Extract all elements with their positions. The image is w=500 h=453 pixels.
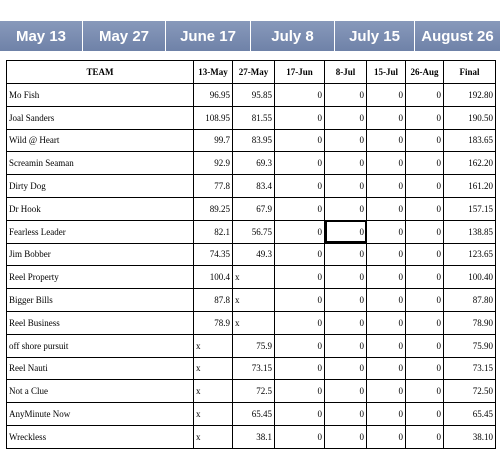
team-name-cell[interactable]: Jim Bobber xyxy=(7,243,194,266)
score-cell[interactable]: 0 xyxy=(367,334,406,357)
team-name-cell[interactable]: Reel Business xyxy=(7,311,194,334)
score-cell[interactable]: 0 xyxy=(325,334,367,357)
score-cell[interactable]: 56.75 xyxy=(233,220,275,243)
column-header: 26-Aug xyxy=(406,61,444,84)
table-row xyxy=(7,175,496,198)
table-row xyxy=(7,425,496,448)
score-cell[interactable]: 0 xyxy=(406,220,444,243)
score-cell[interactable]: x xyxy=(194,357,233,380)
score-cell[interactable]: 69.3 xyxy=(233,152,275,175)
score-cell[interactable]: 83.4 xyxy=(233,175,275,198)
score-cell[interactable]: 0 xyxy=(325,289,367,312)
score-cell[interactable]: 0 xyxy=(275,84,325,107)
score-cell[interactable]: 0 xyxy=(275,220,325,243)
table-row xyxy=(7,289,496,312)
score-cell[interactable]: 0 xyxy=(275,197,325,220)
score-cell[interactable]: 0 xyxy=(325,380,367,403)
tab-july-8[interactable]: July 8 xyxy=(251,21,335,51)
team-name-cell[interactable]: Reel Property xyxy=(7,266,194,289)
column-header: Final xyxy=(444,61,496,84)
score-cell[interactable]: 0 xyxy=(367,220,406,243)
table-row xyxy=(7,380,496,403)
score-cell[interactable]: 74.35 xyxy=(194,243,233,266)
score-cell[interactable]: 73.15 xyxy=(233,357,275,380)
team-name-cell[interactable]: Bigger Bills xyxy=(7,289,194,312)
table-row xyxy=(7,243,496,266)
score-cell[interactable]: 0 xyxy=(367,129,406,152)
score-cell[interactable]: 0 xyxy=(367,175,406,198)
score-cell[interactable]: 0 xyxy=(367,106,406,129)
table-row xyxy=(7,197,496,220)
score-cell[interactable]: 0 xyxy=(325,220,367,243)
score-cell[interactable]: 0 xyxy=(275,129,325,152)
score-cell[interactable]: 190.50 xyxy=(444,106,496,129)
score-cell[interactable]: 0 xyxy=(275,380,325,403)
score-cell[interactable]: 138.85 xyxy=(444,220,496,243)
score-cell[interactable]: 73.15 xyxy=(444,357,496,380)
score-cell[interactable]: 162.20 xyxy=(444,152,496,175)
team-name-cell[interactable]: off shore pursuit xyxy=(7,334,194,357)
score-cell[interactable]: 108.95 xyxy=(194,106,233,129)
column-header: 13-May xyxy=(194,61,233,84)
score-cell[interactable]: 0 xyxy=(325,311,367,334)
score-cell[interactable]: 0 xyxy=(367,266,406,289)
table-row xyxy=(7,84,496,107)
score-cell[interactable]: 38.1 xyxy=(233,425,275,448)
score-cell[interactable]: 0 xyxy=(406,106,444,129)
column-header: 8-Jul xyxy=(325,61,367,84)
score-cell[interactable]: 0 xyxy=(275,357,325,380)
score-cell[interactable]: 0 xyxy=(406,266,444,289)
score-cell[interactable]: 0 xyxy=(406,152,444,175)
score-cell[interactable]: 0 xyxy=(406,357,444,380)
table-row xyxy=(7,266,496,289)
score-cell[interactable]: 0 xyxy=(367,84,406,107)
score-cell[interactable]: 0 xyxy=(325,152,367,175)
score-cell[interactable]: 0 xyxy=(406,380,444,403)
tab-may-27[interactable]: May 27 xyxy=(83,21,166,51)
team-name-cell[interactable]: Reel Nauti xyxy=(7,357,194,380)
score-cell[interactable]: 123.65 xyxy=(444,243,496,266)
score-cell[interactable]: 38.10 xyxy=(444,425,496,448)
score-cell[interactable]: 0 xyxy=(325,197,367,220)
team-name-cell[interactable]: Screamin Seaman xyxy=(7,152,194,175)
score-cell[interactable]: 0 xyxy=(325,266,367,289)
score-cell[interactable]: 0 xyxy=(275,311,325,334)
team-name-cell[interactable]: Wild @ Heart xyxy=(7,129,194,152)
score-cell[interactable]: 0 xyxy=(325,175,367,198)
score-cell[interactable]: 0 xyxy=(325,357,367,380)
score-cell[interactable]: 0 xyxy=(406,84,444,107)
table-row xyxy=(7,129,496,152)
score-cell[interactable]: 75.90 xyxy=(444,334,496,357)
team-name-cell[interactable]: Mo Fish xyxy=(7,84,194,107)
score-cell[interactable]: 0 xyxy=(275,334,325,357)
score-cell[interactable]: 0 xyxy=(275,175,325,198)
score-cell[interactable]: 0 xyxy=(275,106,325,129)
score-cell[interactable]: 0 xyxy=(325,106,367,129)
score-cell[interactable]: 0 xyxy=(367,357,406,380)
tab-august-26[interactable]: August 26 xyxy=(415,21,500,51)
score-cell[interactable]: 100.40 xyxy=(444,266,496,289)
table-row xyxy=(7,403,496,426)
score-cell[interactable]: 0 xyxy=(367,380,406,403)
score-cell[interactable]: 0 xyxy=(367,243,406,266)
table-header-row xyxy=(7,61,496,84)
score-cell[interactable]: 0 xyxy=(406,289,444,312)
score-cell[interactable]: 78.9 xyxy=(194,311,233,334)
column-header: 27-May xyxy=(233,61,275,84)
team-name-cell[interactable]: Dirty Dog xyxy=(7,175,194,198)
tab-july-15[interactable]: July 15 xyxy=(335,21,415,51)
score-cell[interactable]: 161.20 xyxy=(444,175,496,198)
score-cell[interactable]: 0 xyxy=(275,403,325,426)
score-cell[interactable]: 0 xyxy=(275,152,325,175)
date-tab-bar xyxy=(0,21,500,51)
score-cell[interactable]: 67.9 xyxy=(233,197,275,220)
score-cell[interactable]: 0 xyxy=(367,425,406,448)
table-row xyxy=(7,357,496,380)
column-header: TEAM xyxy=(7,61,194,84)
tab-may-13[interactable]: May 13 xyxy=(0,21,83,51)
score-cell[interactable]: x xyxy=(233,289,275,312)
team-name-cell[interactable]: AnyMinute Now xyxy=(7,403,194,426)
score-cell[interactable]: 0 xyxy=(325,243,367,266)
score-cell[interactable]: 49.3 xyxy=(233,243,275,266)
score-cell[interactable]: 0 xyxy=(406,243,444,266)
score-cell[interactable]: 0 xyxy=(325,84,367,107)
team-name-cell[interactable]: Not a Clue xyxy=(7,380,194,403)
score-cell[interactable]: 72.50 xyxy=(444,380,496,403)
table-row xyxy=(7,311,496,334)
table-row xyxy=(7,152,496,175)
score-cell[interactable]: 0 xyxy=(325,129,367,152)
score-cell[interactable]: 87.80 xyxy=(444,289,496,312)
score-cell[interactable]: 78.90 xyxy=(444,311,496,334)
score-cell[interactable]: 81.55 xyxy=(233,106,275,129)
score-cell[interactable]: 0 xyxy=(275,289,325,312)
team-name-cell[interactable]: Fearless Leader xyxy=(7,220,194,243)
score-cell[interactable]: 157.15 xyxy=(444,197,496,220)
score-cell[interactable]: x xyxy=(233,266,275,289)
score-cell[interactable]: 92.9 xyxy=(194,152,233,175)
score-cell[interactable]: 0 xyxy=(406,403,444,426)
score-cell[interactable]: x xyxy=(233,311,275,334)
score-cell[interactable]: 75.9 xyxy=(233,334,275,357)
score-cell[interactable]: 100.4 xyxy=(194,266,233,289)
team-name-cell[interactable]: Dr Hook xyxy=(7,197,194,220)
score-cell[interactable]: x xyxy=(194,425,233,448)
score-cell[interactable]: 0 xyxy=(406,129,444,152)
score-cell[interactable]: 87.8 xyxy=(194,289,233,312)
column-header: 15-Jul xyxy=(367,61,406,84)
score-cell[interactable]: 0 xyxy=(406,334,444,357)
score-cell[interactable]: x xyxy=(194,334,233,357)
score-cell[interactable]: 0 xyxy=(367,289,406,312)
score-cell[interactable]: 83.95 xyxy=(233,129,275,152)
score-cell[interactable]: 0 xyxy=(275,425,325,448)
team-name-cell[interactable]: Joal Sanders xyxy=(7,106,194,129)
score-cell[interactable]: 0 xyxy=(275,266,325,289)
score-cell[interactable]: 65.45 xyxy=(233,403,275,426)
tab-june-17[interactable]: June 17 xyxy=(166,21,251,51)
score-cell[interactable]: 72.5 xyxy=(233,380,275,403)
score-cell[interactable]: 0 xyxy=(367,311,406,334)
score-cell[interactable]: 0 xyxy=(325,425,367,448)
score-cell[interactable]: 0 xyxy=(325,403,367,426)
score-cell[interactable]: 99.7 xyxy=(194,129,233,152)
table-row xyxy=(7,220,496,243)
table-row xyxy=(7,334,496,357)
score-cell[interactable]: 77.8 xyxy=(194,175,233,198)
score-cell[interactable]: 82.1 xyxy=(194,220,233,243)
score-cell[interactable]: 0 xyxy=(367,403,406,426)
column-header: 17-Jun xyxy=(275,61,325,84)
score-cell[interactable]: 192.80 xyxy=(444,84,496,107)
score-cell[interactable]: 0 xyxy=(406,175,444,198)
score-cell[interactable]: 95.85 xyxy=(233,84,275,107)
score-cell[interactable]: 96.95 xyxy=(194,84,233,107)
score-cell[interactable]: 89.25 xyxy=(194,197,233,220)
score-cell[interactable]: x xyxy=(194,380,233,403)
score-cell[interactable]: 65.45 xyxy=(444,403,496,426)
table-row xyxy=(7,106,496,129)
score-cell[interactable]: 0 xyxy=(367,197,406,220)
score-cell[interactable]: 0 xyxy=(406,311,444,334)
score-cell[interactable]: 0 xyxy=(406,425,444,448)
score-cell[interactable]: 183.65 xyxy=(444,129,496,152)
score-cell[interactable]: x xyxy=(194,403,233,426)
score-cell[interactable]: 0 xyxy=(367,152,406,175)
team-name-cell[interactable]: Wreckless xyxy=(7,425,194,448)
score-cell[interactable]: 0 xyxy=(275,243,325,266)
score-cell[interactable]: 0 xyxy=(406,197,444,220)
scoreboard-table xyxy=(6,60,496,449)
